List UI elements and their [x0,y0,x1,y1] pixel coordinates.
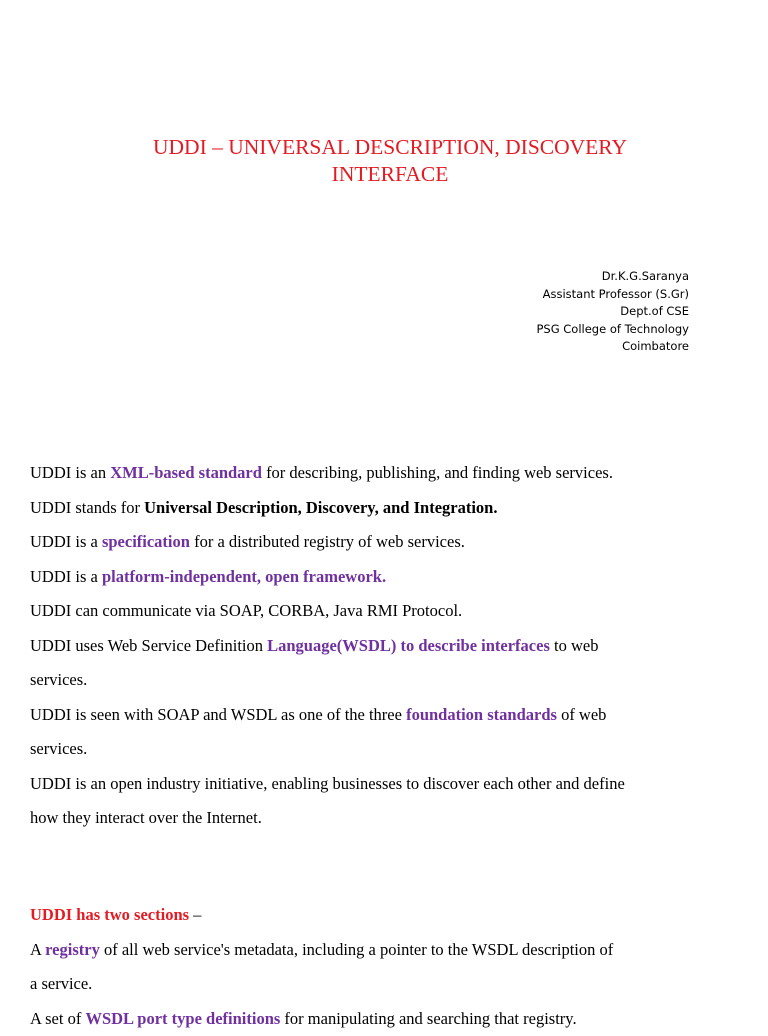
paragraph-line: services. [30,663,735,698]
section-item-line [30,933,735,968]
highlight-platform-independent: platform-independent, open framework. [102,567,386,586]
section-item-line: a service. [30,967,735,1002]
paragraph-line: services. [30,732,735,767]
paragraph-line: how they interact over the Internet. [30,801,735,836]
author-department: Dept.of CSE [536,303,689,321]
text-run: for describing, publishing, and finding web services. [262,463,613,482]
bold-uddi-expansion: Universal Description, Discovery, and Integration. [144,498,497,517]
paragraph-line [30,525,735,560]
section-heading: UDDI has two sections [30,905,189,924]
sections-block [30,898,735,1036]
paragraph-line [30,698,735,733]
author-block [536,268,689,356]
text-run: UDDI uses Web Service Definition [30,636,267,655]
text-run: A set of [30,1009,85,1028]
author-position: Assistant Professor (S.Gr) [536,286,689,304]
text-run: UDDI is a [30,567,102,586]
paragraph-line [30,560,735,595]
paragraph-line: UDDI is an open industry initiative, enabling businesses to discover each other and define [30,767,735,802]
title-line-2: INTERFACE [0,161,768,188]
paragraph-line [30,629,735,664]
highlight-registry: registry [45,940,100,959]
paragraph-line [30,491,735,526]
highlight-wsdl-language: Language(WSDL) to describe interfaces [267,636,550,655]
author-name: Dr.K.G.Saranya [536,268,689,286]
text-run: UDDI is seen with SOAP and WSDL as one of the three [30,705,406,724]
section-item-line [30,1002,735,1036]
text-run: UDDI stands for [30,498,144,517]
section-heading-suffix: – [189,905,201,924]
highlight-wsdl-port-type: WSDL port type definitions [85,1009,280,1028]
text-run: UDDI is an [30,463,110,482]
text-run: for manipulating and searching that registry. [280,1009,576,1028]
text-run: UDDI is a [30,532,102,551]
page-title [0,134,768,188]
title-line-1: UDDI – UNIVERSAL DESCRIPTION, DISCOVERY [0,134,768,161]
highlight-specification: specification [102,532,190,551]
author-city: Coimbatore [536,338,689,356]
section-heading-line [30,898,735,933]
paragraph-line: UDDI can communicate via SOAP, CORBA, Java RMI Protocol. [30,594,735,629]
text-run: of all web service's metadata, including a pointer to the WSDL description of [100,940,613,959]
highlight-foundation-standards: foundation standards [406,705,557,724]
paragraph-line [30,456,735,491]
text-run: A [30,940,45,959]
highlight-xml-based-standard: XML-based standard [110,463,262,482]
body-text [30,456,735,836]
text-run: for a distributed registry of web services. [190,532,465,551]
text-run: to web [550,636,599,655]
text-run: of web [557,705,606,724]
author-college: PSG College of Technology [536,321,689,339]
